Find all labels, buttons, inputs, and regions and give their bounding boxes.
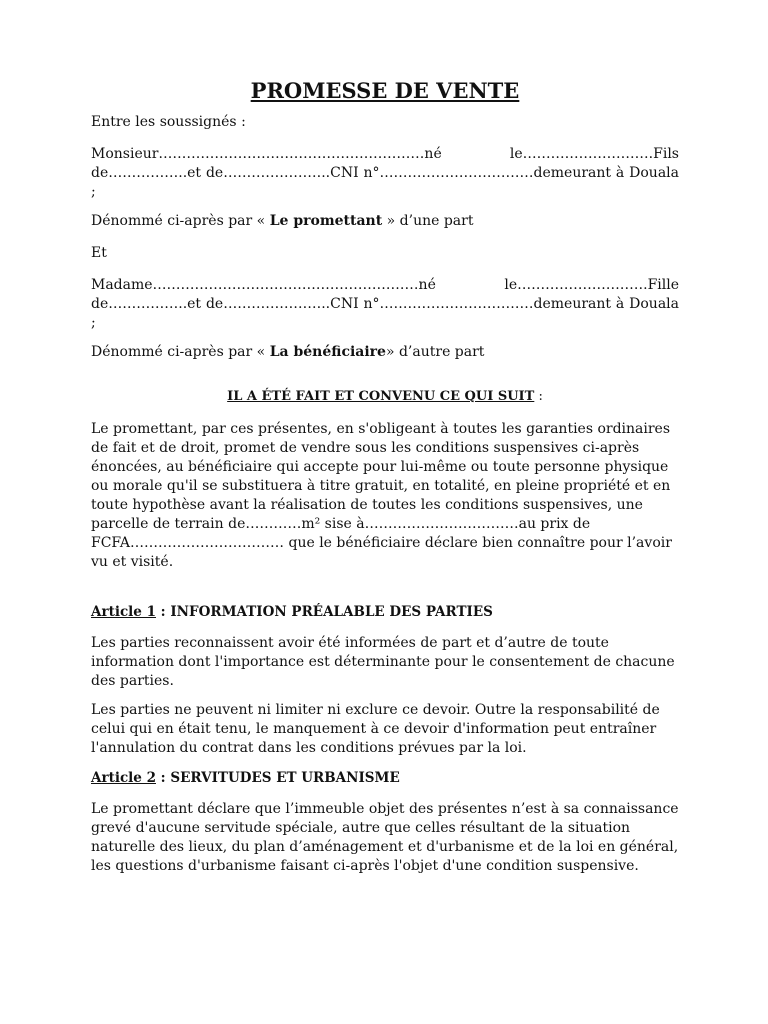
agreement-heading-text: IL A ÉTÉ FAIT ET CONVENU CE QUI SUIT [227,389,535,404]
party2-designation-name: La bénéficiaire [269,344,386,360]
party1-identity: Monsieur…………………………………………………né le……………………….Fils de……………..et de…………………..CNI n°……………………………demeurant à Douala ; [91,146,679,200]
and-text: Et [91,245,107,261]
intro-text: Entre les soussignés : [91,114,246,130]
article1-title: : INFORMATION PRÉALABLE DES PARTIES [155,604,493,620]
party1-designation [91,212,679,231]
party2-designation-before: Dénommé ci-après par « [91,344,270,360]
party1-designation-after: » d’une part [382,213,474,229]
document-title: PROMESSE DE VENTE [250,78,520,103]
document-page [91,78,679,876]
article2-heading [91,769,679,788]
agreement-body: Le promettant, par ces présentes, en s'obligeant à toutes les garanties ordinaires de fait et de droit, promet de vendre sous les conditions suspensives ci-après énoncées, au bénéficiaire qui accepte pour lui-même ou toute personne physique ou morale qu'il se substituera à titre gratuit, en totalité, en pleine propriété et en toute hypothèse avant la réalisation de toutes les conditions suspensives, une parcelle de terrain de…………m² sise à……………………………au prix de FCFA…………………………… que le bénéficiaire déclare bien connaître pour l’avoir vu et visité. [91,421,672,570]
party2-identity: Madame…………………………………………………né le……………………….Fille de……………..et de…………………..CNI n°……………………………demeurant à Douala ; [91,277,679,331]
article2-paragraph-1: Le promettant déclare que l’immeuble objet des présentes n’est à sa connaissance grevé d'aucune servitude spéciale, autre que celles résultant de la situation naturelle des lieux, du plan d’aménagement et d'urbanisme et de la loi en général, les questions d'urbanisme faisant ci-après l'objet d'une condition suspensive. [91,801,679,874]
article1-paragraph-2: Les parties ne peuvent ni limiter ni exclure ce devoir. Outre la responsabilité de celui qui en était tenu, le manquement à ce devoir d'information peut entraîner l'annulation du contrat dans les conditions prévues par la loi. [91,702,660,756]
article1-heading [91,603,679,622]
party2-designation [91,343,679,362]
party1-designation-name: Le promettant [269,213,383,229]
article2-label: Article 2 [91,770,156,786]
article2-title: : SERVITUDES ET URBANISME [155,770,400,786]
party1-designation-before: Dénommé ci-après par « [91,213,270,229]
agreement-heading [91,387,679,406]
party2-designation-after: » d’autre part [385,344,485,360]
article1-paragraph-1: Les parties reconnaissent avoir été informées de part et d’autre de toute information dont l'importance est déterminante pour le consentement de chacune des parties. [91,635,675,689]
article1-label: Article 1 [91,604,156,620]
agreement-heading-tail: : [534,389,543,404]
